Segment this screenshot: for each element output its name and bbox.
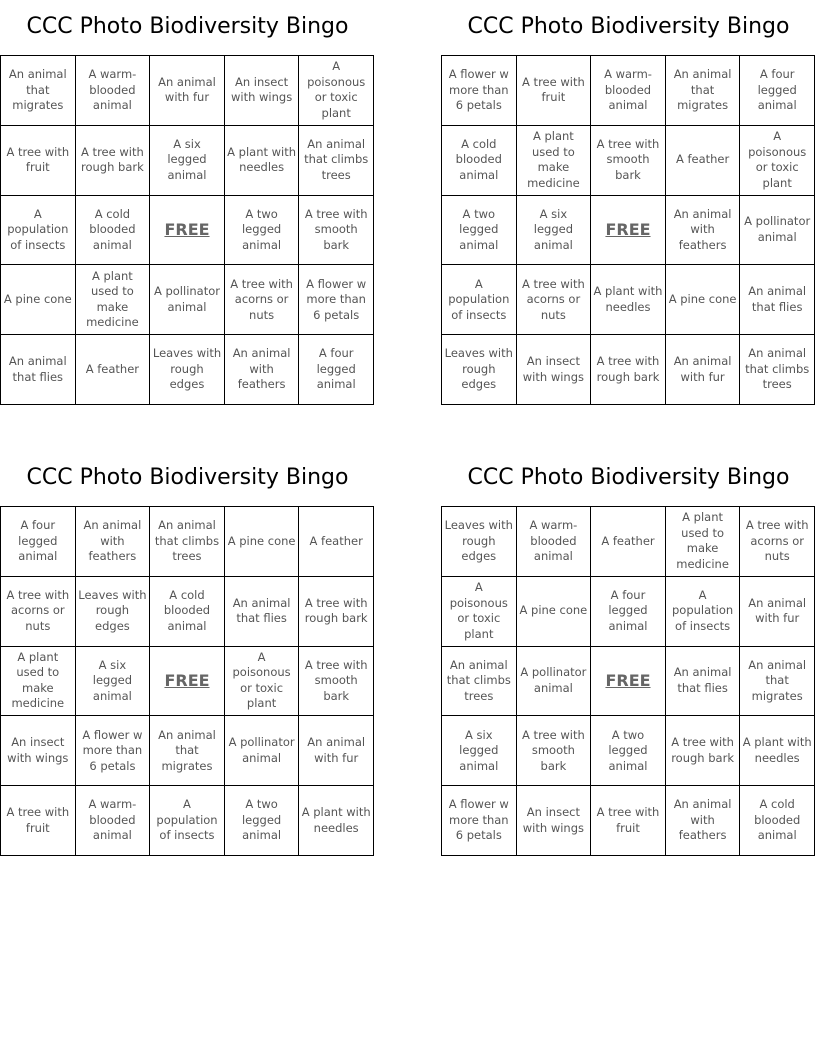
bingo-cell: A plant with needles bbox=[225, 126, 300, 196]
bingo-cell: A tree with rough bark bbox=[666, 716, 741, 786]
bingo-cell: A plant used to make medicine bbox=[1, 647, 76, 717]
bingo-cell: A tree with smooth bark bbox=[517, 716, 592, 786]
bingo-cell: A poisonous or toxic plant bbox=[225, 647, 300, 717]
bingo-cell: A plant with needles bbox=[740, 716, 815, 786]
bingo-cell: An animal with feathers bbox=[225, 335, 300, 405]
bingo-cell: A poisonous or toxic plant bbox=[442, 577, 517, 647]
bingo-cell: A tree with rough bark bbox=[299, 577, 374, 647]
bingo-cell: A plant used to make medicine bbox=[517, 126, 592, 196]
bingo-cell: A two legged animal bbox=[442, 196, 517, 266]
bingo-cell: A population of insects bbox=[666, 577, 741, 647]
bingo-cell: A tree with acorns or nuts bbox=[740, 507, 815, 577]
bingo-cell: A tree with fruit bbox=[1, 786, 76, 856]
free-space: FREE bbox=[591, 196, 666, 266]
bingo-cell: A tree with rough bark bbox=[591, 335, 666, 405]
bingo-cell: An insect with wings bbox=[517, 335, 592, 405]
bingo-cell: An animal with fur bbox=[299, 716, 374, 786]
bingo-cell: A feather bbox=[666, 126, 741, 196]
card-title: CCC Photo Biodiversity Bingo bbox=[467, 14, 790, 39]
bingo-cell: A flower w more than 6 petals bbox=[299, 265, 374, 335]
bingo-cell: A cold blooded animal bbox=[150, 577, 225, 647]
bingo-cell: A tree with rough bark bbox=[76, 126, 151, 196]
bingo-cell: An animal with fur bbox=[666, 335, 741, 405]
bingo-cell: A tree with fruit bbox=[591, 786, 666, 856]
bingo-cell: A warm-blooded animal bbox=[517, 507, 592, 577]
bingo-cell: An animal with feathers bbox=[76, 507, 151, 577]
bingo-cell: A cold blooded animal bbox=[442, 126, 517, 196]
bingo-cell: A feather bbox=[591, 507, 666, 577]
bingo-cell: An animal that migrates bbox=[150, 716, 225, 786]
free-space: FREE bbox=[150, 196, 225, 266]
bingo-cell: A tree with smooth bark bbox=[299, 647, 374, 717]
bingo-cell: An animal with fur bbox=[150, 56, 225, 126]
bingo-cell: A feather bbox=[299, 507, 374, 577]
bingo-cell: An animal that migrates bbox=[1, 56, 76, 126]
free-space: FREE bbox=[150, 647, 225, 717]
bingo-cell: An insect with wings bbox=[225, 56, 300, 126]
bingo-cell: A six legged animal bbox=[150, 126, 225, 196]
bingo-cell: A warm-blooded animal bbox=[76, 786, 151, 856]
bingo-cell: An animal with feathers bbox=[666, 786, 741, 856]
bingo-cell: A plant with needles bbox=[591, 265, 666, 335]
bingo-cell: A pine cone bbox=[1, 265, 76, 335]
bingo-cell: An animal that migrates bbox=[666, 56, 741, 126]
bingo-cell: A population of insects bbox=[442, 265, 517, 335]
bingo-cell: A six legged animal bbox=[442, 716, 517, 786]
bingo-cell: A pollinator animal bbox=[225, 716, 300, 786]
bingo-cell: A tree with acorns or nuts bbox=[1, 577, 76, 647]
bingo-cell: A warm-blooded animal bbox=[591, 56, 666, 126]
bingo-cell: A population of insects bbox=[150, 786, 225, 856]
bingo-cell: A plant used to make medicine bbox=[76, 265, 151, 335]
bingo-cell: A cold blooded animal bbox=[76, 196, 151, 266]
bingo-cell: An animal that flies bbox=[225, 577, 300, 647]
bingo-cell: A poisonous or toxic plant bbox=[299, 56, 374, 126]
bingo-cell: An insect with wings bbox=[517, 786, 592, 856]
bingo-cell: Leaves with rough edges bbox=[442, 507, 517, 577]
bingo-cell: A cold blooded animal bbox=[740, 786, 815, 856]
bingo-cell: An animal that climbs trees bbox=[740, 335, 815, 405]
card-title: CCC Photo Biodiversity Bingo bbox=[26, 14, 349, 39]
bingo-grid bbox=[0, 55, 374, 405]
bingo-cell: Leaves with rough edges bbox=[442, 335, 517, 405]
bingo-cell: A four legged animal bbox=[299, 335, 374, 405]
bingo-cell: A tree with fruit bbox=[517, 56, 592, 126]
bingo-cell: A pollinator animal bbox=[740, 196, 815, 266]
bingo-cell: A flower w more than 6 petals bbox=[76, 716, 151, 786]
bingo-cell: A warm-blooded animal bbox=[76, 56, 151, 126]
bingo-cell: Leaves with rough edges bbox=[76, 577, 151, 647]
bingo-cell: A two legged animal bbox=[225, 786, 300, 856]
bingo-cell: A population of insects bbox=[1, 196, 76, 266]
bingo-cell: A pine cone bbox=[666, 265, 741, 335]
bingo-cell: Leaves with rough edges bbox=[150, 335, 225, 405]
bingo-cell: An animal that climbs trees bbox=[150, 507, 225, 577]
bingo-cell: An animal with fur bbox=[740, 577, 815, 647]
bingo-cell: A tree with acorns or nuts bbox=[225, 265, 300, 335]
bingo-cell: A plant with needles bbox=[299, 786, 374, 856]
bingo-cell: A feather bbox=[76, 335, 151, 405]
bingo-cell: A tree with fruit bbox=[1, 126, 76, 196]
bingo-cell: A pine cone bbox=[517, 577, 592, 647]
bingo-cell: An animal that flies bbox=[740, 265, 815, 335]
bingo-cell: A two legged animal bbox=[591, 716, 666, 786]
bingo-cell: An animal that flies bbox=[1, 335, 76, 405]
bingo-cell: A poisonous or toxic plant bbox=[740, 126, 815, 196]
bingo-cell: A flower w more than 6 petals bbox=[442, 56, 517, 126]
bingo-cell: A six legged animal bbox=[76, 647, 151, 717]
bingo-grid bbox=[441, 506, 815, 856]
bingo-cell: An insect with wings bbox=[1, 716, 76, 786]
bingo-cell: An animal that climbs trees bbox=[299, 126, 374, 196]
bingo-cell: A two legged animal bbox=[225, 196, 300, 266]
bingo-grid bbox=[441, 55, 815, 405]
bingo-cell: An animal that flies bbox=[666, 647, 741, 717]
bingo-cell: A four legged animal bbox=[591, 577, 666, 647]
card-title: CCC Photo Biodiversity Bingo bbox=[467, 465, 790, 490]
bingo-cell: A tree with acorns or nuts bbox=[517, 265, 592, 335]
card-title: CCC Photo Biodiversity Bingo bbox=[26, 465, 349, 490]
bingo-cell: A plant used to make medicine bbox=[666, 507, 741, 577]
bingo-cell: A four legged animal bbox=[740, 56, 815, 126]
bingo-cell: A flower w more than 6 petals bbox=[442, 786, 517, 856]
bingo-cell: A pollinator animal bbox=[517, 647, 592, 717]
bingo-cell: A six legged animal bbox=[517, 196, 592, 266]
free-space: FREE bbox=[591, 647, 666, 717]
bingo-cell: A pine cone bbox=[225, 507, 300, 577]
bingo-cell: An animal with feathers bbox=[666, 196, 741, 266]
bingo-grid bbox=[0, 506, 374, 856]
bingo-cell: An animal that migrates bbox=[740, 647, 815, 717]
bingo-cell: A tree with smooth bark bbox=[299, 196, 374, 266]
bingo-cell: A tree with smooth bark bbox=[591, 126, 666, 196]
bingo-cell: A pollinator animal bbox=[150, 265, 225, 335]
bingo-cell: A four legged animal bbox=[1, 507, 76, 577]
bingo-cell: An animal that climbs trees bbox=[442, 647, 517, 717]
